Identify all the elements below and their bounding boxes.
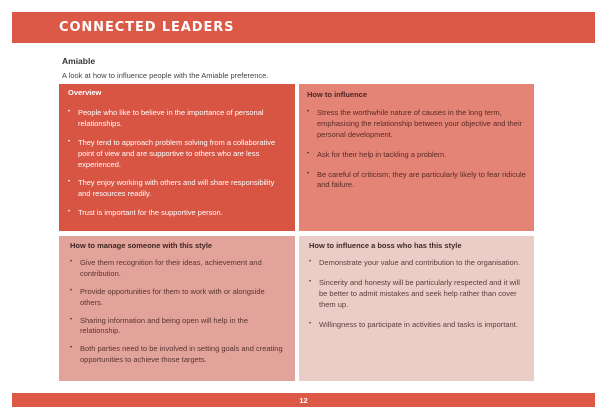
list-item: • Stress the worthwhile nature of causes in the long term, emphasising the relationship between your objective and their personal development. xyxy=(307,108,526,141)
how-to-influence-box xyxy=(299,84,534,231)
overview-list xyxy=(68,108,287,219)
influence-boss-box xyxy=(299,236,534,381)
page-footer xyxy=(12,393,595,407)
how-to-manage-title: How to manage someone with this style xyxy=(70,241,213,250)
overview-title: Overview xyxy=(68,88,102,97)
page-header xyxy=(12,12,595,43)
section-title: Amiable xyxy=(62,56,96,66)
list-item: • Willingness to participate in activities and tasks is important. xyxy=(309,320,526,331)
list-item: • Ask for their help in tackling a problem. xyxy=(307,150,526,161)
list-item: • They tend to approach problem solving from a collaborative point of view and are supportive to others who are less experienced. xyxy=(68,138,287,171)
how-to-manage-box xyxy=(59,236,295,381)
how-to-influence-title: How to influence xyxy=(307,90,367,99)
how-to-manage-list xyxy=(70,258,287,366)
list-item: • Provide opportunities for them to work with or alongside others. xyxy=(70,287,287,309)
influence-boss-list xyxy=(309,258,526,330)
overview-box xyxy=(59,84,295,231)
section-subtitle: A look at how to influence people with the Amiable preference. xyxy=(62,71,269,80)
header-title: CONNECTED LEADERS xyxy=(59,20,235,35)
list-item: • They enjoy working with others and will share responsibility and resources readily. xyxy=(68,178,287,200)
list-item: • Sincerity and honesty will be particularly respected and it will be better to admit mistakes and seek help rather than cover them up. xyxy=(309,278,526,311)
list-item: • Give them recognition for their ideas, achievement and contribution. xyxy=(70,258,287,280)
list-item: • Both parties need to be involved in setting goals and creating opportunities to achieve those targets. xyxy=(70,344,287,366)
list-item: • Demonstrate your value and contribution to the organisation. xyxy=(309,258,526,269)
how-to-influence-list xyxy=(307,108,526,191)
list-item: • Sharing information and being open will help in the relationship. xyxy=(70,316,287,338)
influence-boss-title: How to influence a boss who has this style xyxy=(309,241,462,250)
list-item: • People who like to believe in the importance of personal relationships. xyxy=(68,108,287,130)
page-number: 12 xyxy=(299,395,308,405)
list-item: • Trust is important for the supportive person. xyxy=(68,208,287,219)
list-item: • Be careful of criticism; they are particularly likely to fear ridicule and failure. xyxy=(307,170,526,192)
